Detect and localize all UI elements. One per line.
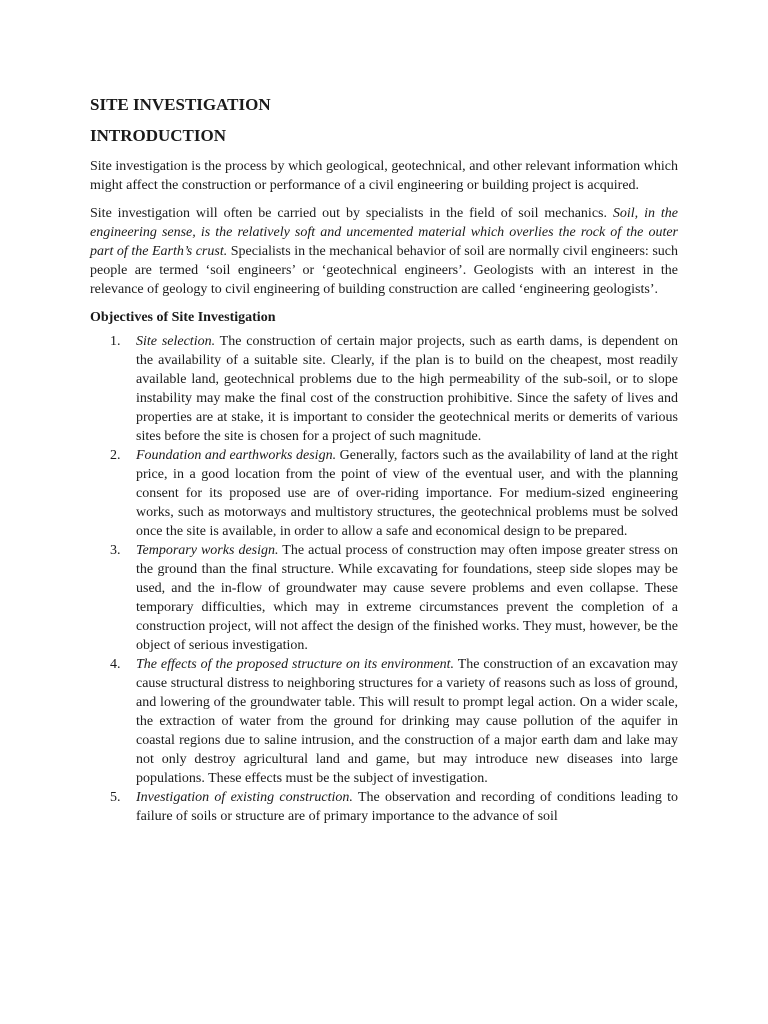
list-item-number: 5.: [110, 790, 121, 805]
list-item-text: The construction of an excavation may cause structural distress to neighboring structures for a variety of reasons such as loss of ground, and lowering of the groundwater table. This will result to prompt legal action. On a wider scale, the extraction of water from the ground for drinking may cause pollution of the aquifer in coastal regions due to saline intrusion, and the construction of a major earth dam and lake may not only destroy agricultural land and game, but may introduce new diseases into large populations. These effects must be the subject of investigation.: [136, 657, 678, 786]
list-item-title: Foundation and earthworks design.: [136, 448, 337, 463]
list-item: [90, 788, 678, 826]
objectives-heading: Objectives of Site Investigation: [90, 310, 276, 325]
paragraph-2-start: Site investigation will often be carried out by specialists in the field of soil mechanics.: [90, 206, 613, 221]
list-item-title: The effects of the proposed structure on its environment.: [136, 657, 455, 672]
list-item-title: Investigation of existing construction.: [136, 790, 353, 805]
list-item-number: 3.: [110, 543, 121, 558]
list-item-text: Generally, factors such as the availability of land at the right price, in a good location from the point of view of the eventual user, and with the planning consent for its proposed use are of over-riding importance. For medium-sized engineering works, such as motorways and multistory structures, the geotechnical problems must be solved once the site is available, in order to allow a safe and economical design to be prepared.: [136, 448, 678, 539]
list-item-number: 1.: [110, 334, 121, 349]
list-item-text: The construction of certain major projects, such as earth dams, is dependent on the availability of a suitable site. Clearly, if the plan is to build on the cheapest, most readily available land, geotechnical problems due to the high permeability of the sub-soil, or to slope instability may make the final cost of the construction prohibitive. Since the safety of lives and properties are at stake, it is important to consider the geotechnical merits or demerits of various sites before the site is chosen for a project of such magnitude.: [136, 334, 678, 444]
list-item-text: The observation and recording of conditions leading to failure of soils or structure are of primary importance to the advance of soil: [136, 790, 678, 824]
list-item-text: The actual process of construction may often impose greater stress on the ground than the final structure. While excavating for foundations, steep side slopes may be used, and the in-flow of groundwater may cause severe problems and even collapse. These temporary difficulties, which may in extreme circumstances prevent the completion of a construction project, will not affect the design of the finished works. They must, however, be the object of serious investigation.: [136, 543, 678, 653]
list-item-number: 4.: [110, 657, 121, 672]
list-item: [90, 655, 678, 788]
soil-definition: Soil, in the engineering sense, is the relatively soft and uncemented material which overlies the rock of the outer part of the Earth’s crust.: [90, 206, 678, 259]
list-item: [90, 332, 678, 446]
list-item: [90, 446, 678, 541]
paragraph-1: Site investigation is the process by which geological, geotechnical, and other relevant information which might affect the construction or performance of a civil engineering or building project is acquired.: [90, 159, 678, 193]
list-item-number: 2.: [110, 448, 121, 463]
list-item: [90, 541, 678, 655]
list-item-title: Temporary works design.: [136, 543, 279, 558]
section-heading-introduction: INTRODUCTION: [90, 126, 227, 145]
list-item-title: Site selection.: [136, 334, 216, 349]
document-title: SITE INVESTIGATION: [90, 95, 271, 114]
paragraph-2: [90, 204, 678, 299]
objectives-list: [90, 332, 678, 826]
paragraph-2-end: Specialists in the mechanical behavior of soil are normally civil engineers: such people are termed ‘soil engineers’ or ‘geotechnical engineers’. Geologists with an interest in the relevance of geology to civil engineering of building construction are called ‘engineering geologists’.: [90, 244, 678, 297]
